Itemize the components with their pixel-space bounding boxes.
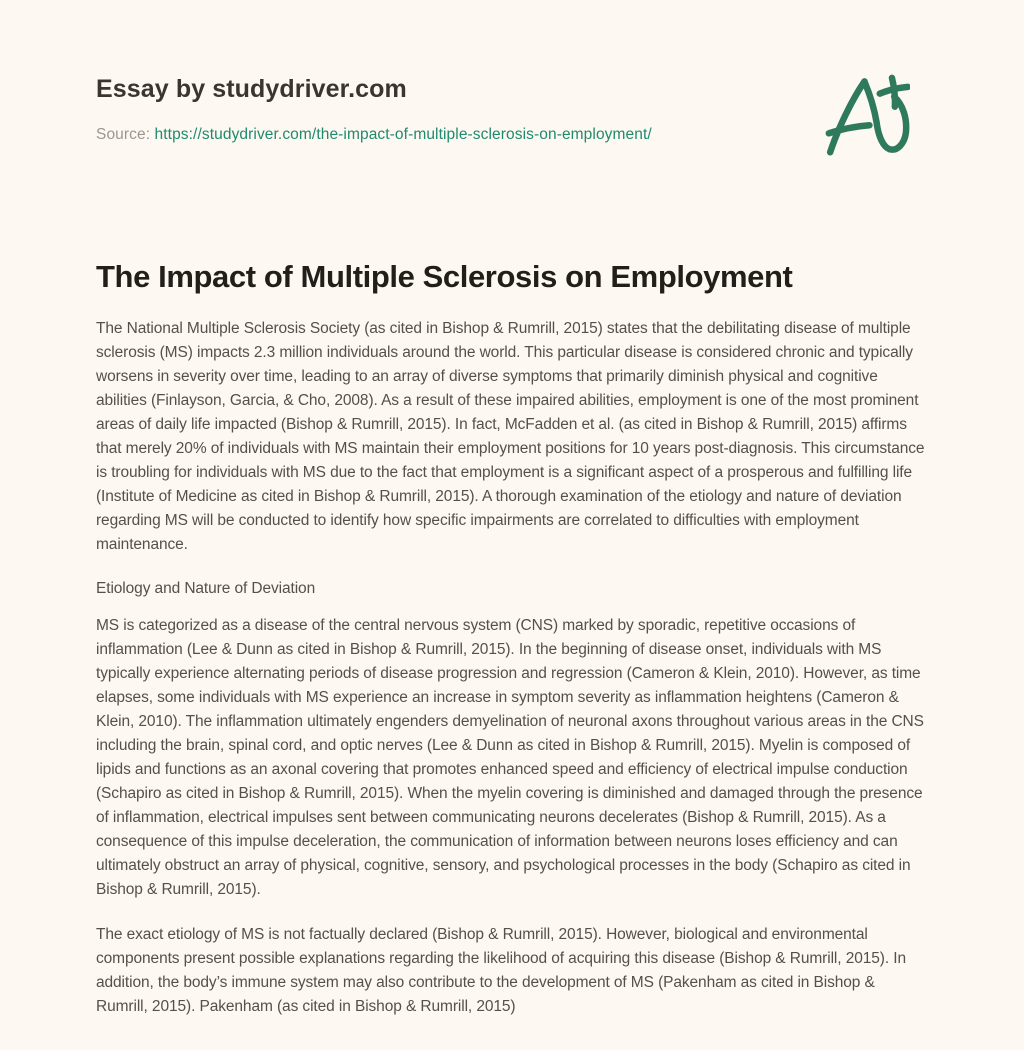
article-paragraph-2: MS is categorized as a disease of the central nervous system (CNS) marked by sporadic, repetitive occasions of inflammation (Lee & Dunn as cited in Bishop & Rumrill, 2015). In the beginning of disease onset, individuals with MS typically experience alternating periods of disease progression and regression (Cameron & Klein, 2010). However, as time elapses, some individuals with MS experience an increase in symptom severity as inflammation heightens (Cameron & Klein, 2010). The inflammation ultimately engenders demyelination of neuronal axons throughout various areas in the CNS including the brain, spinal cord, and optic nerves (Lee & Dunn as cited in Bishop & Rumrill, 2015). Myelin is composed of lipids and functions as an axonal covering that promotes enhanced speed and efficiency of electrical impulse conduction (Schapiro as cited in Bishop & Rumrill, 2015). When the myelin covering is diminished and damaged through the presence of inflammation, electrical impulses sent between communicating neurons decelerates (Bishop & Rumrill, 2015). As a consequence of this impulse deceleration, the communication of information between neurons loses efficiency and can ultimately obstruct an array of physical, cognitive, sensory, and psychological processes in the body (Schapiro as cited in Bishop & Rumrill, 2015).	[96, 617, 924, 898]
source-line	[96, 124, 928, 146]
page-title: Essay by studydriver.com	[96, 75, 407, 103]
article-paragraph-1: The National Multiple Sclerosis Society (as cited in Bishop & Rumrill, 2015) states that the debilitating disease of multiple sclerosis (MS) impacts 2.3 million individuals around the world. This particular disease is considered chronic and typically worsens in severity over time, leading to an array of diverse symptoms that primarily diminish physical and cognitive abilities (Finlayson, Garcia, & Cho, 2008). As a result of these impaired abilities, employment is one of the most prominent areas of daily life impacted (Bishop & Rumrill, 2015). In fact, McFadden et al. (as cited in Bishop & Rumrill, 2015) affirms that merely 20% of individuals with MS maintain their employment positions for 10 years post-diagnosis. This circumstance is troubling for individuals with MS due to the fact that employment is a significant aspect of a prosperous and fulfilling life (Institute of Medicine as cited in Bishop & Rumrill, 2015). A thorough examination of the etiology and nature of deviation regarding MS will be conducted to identify how specific impairments are correlated to difficulties with employment maintenance.	[96, 320, 925, 553]
source-url-link[interactable]: https://studydriver.com/the-impact-of-multiple-sclerosis-on-employment/	[154, 126, 652, 143]
a-plus-logo-icon	[818, 70, 910, 166]
section-heading-etiology: Etiology and Nature of Deviation	[96, 580, 316, 597]
source-label: Source:	[96, 126, 151, 143]
article-body	[96, 317, 928, 1019]
article-title: The Impact of Multiple Sclerosis on Employment	[96, 259, 793, 294]
article-paragraph-3: The exact etiology of MS is not factually declared (Bishop & Rumrill, 2015). However, biological and environmental components present possible explanations regarding the likelihood of acquiring this disease (Bishop & Rumrill, 2015). In addition, the body’s immune system may also contribute to the development of MS (Pakenham as cited in Bishop & Rumrill, 2015). Pakenham (as cited in Bishop & Rumrill, 2015)	[96, 926, 906, 1015]
